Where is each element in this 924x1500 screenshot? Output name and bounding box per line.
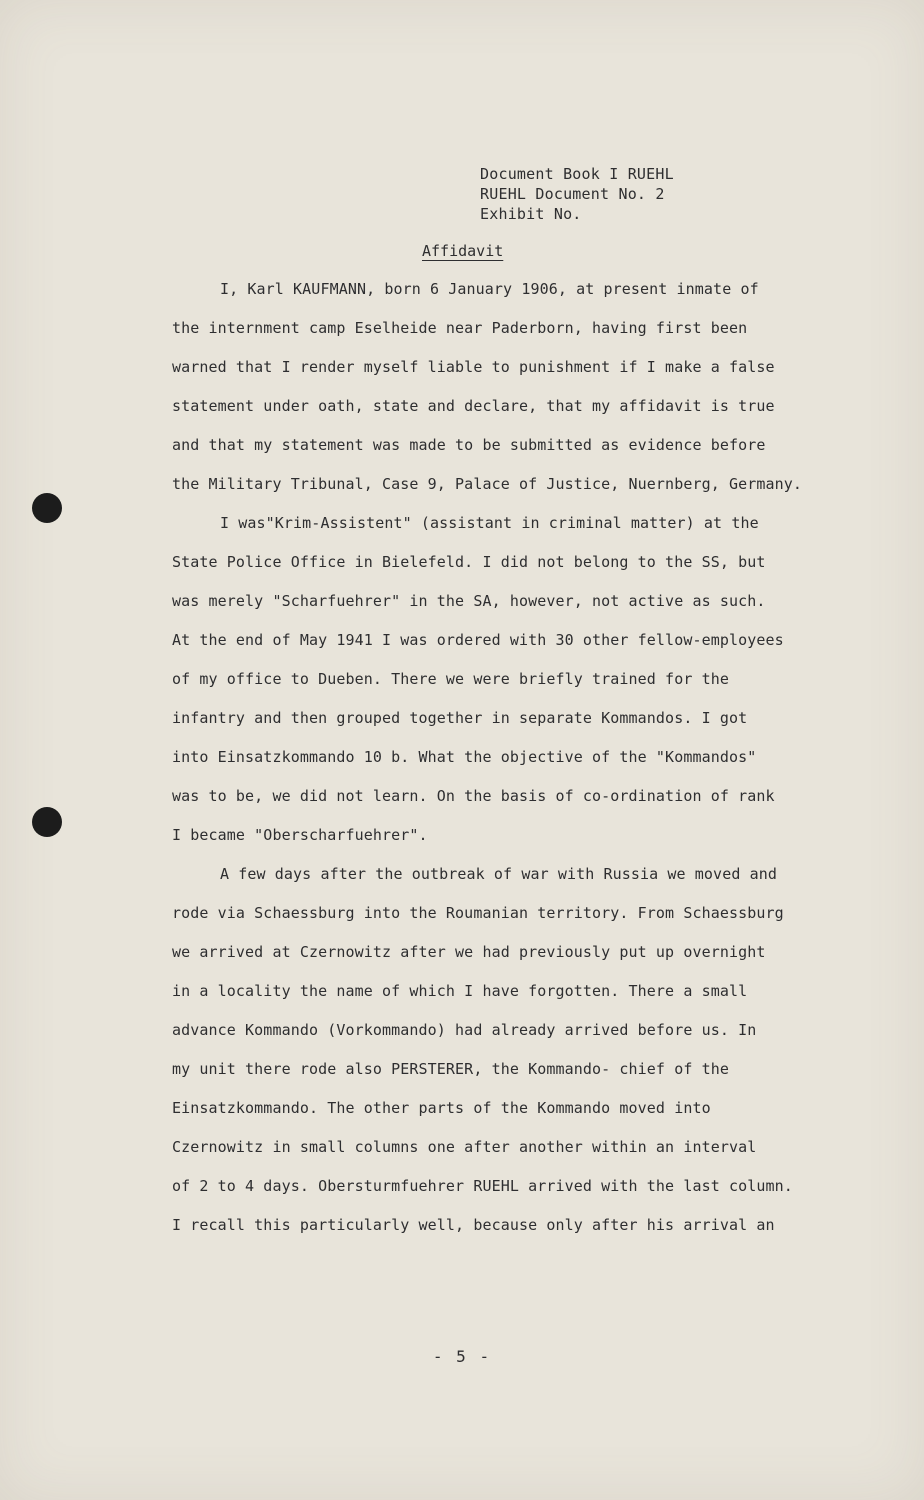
text-line: A few days after the outbreak of war with Russia we moved and (220, 865, 777, 883)
text-line: the internment camp Eselheide near Paderborn, having first been (172, 319, 748, 337)
text-line: was to be, we did not learn. On the basis of co-ordination of rank (172, 787, 775, 805)
text-line: was merely "Scharfuehrer" in the SA, however, not active as such. (172, 592, 766, 610)
text-line: I was"Krim-Assistent" (assistant in criminal matter) at the (220, 514, 759, 532)
text-line: Czernowitz in small columns one after another within an interval (172, 1138, 757, 1156)
text-line: I became "Oberscharfuehrer". (172, 826, 428, 844)
affidavit-title: Affidavit (422, 242, 504, 260)
text-line: advance Kommando (Vorkommando) had already arrived before us. In (172, 1021, 757, 1039)
affidavit-body (172, 279, 862, 1254)
text-line: Einsatzkommando. The other parts of the Kommando moved into (172, 1099, 711, 1117)
text-line: warned that I render myself liable to punishment if I make a false (172, 358, 775, 376)
punch-hole-top (32, 493, 62, 523)
document-header (480, 164, 674, 224)
text-line: I recall this particularly well, because only after his arrival an (172, 1216, 775, 1234)
punch-hole-bottom (32, 807, 62, 837)
text-line: of my office to Dueben. There we were briefly trained for the (172, 670, 729, 688)
text-line: At the end of May 1941 I was ordered with 30 other fellow-employees (172, 631, 784, 649)
text-line: I, Karl KAUFMANN, born 6 January 1906, at present inmate of (220, 280, 759, 298)
text-line: the Military Tribunal, Case 9, Palace of Justice, Nuernberg, Germany. (172, 475, 803, 493)
text-line: State Police Office in Bielefeld. I did not belong to the SS, but (172, 553, 766, 571)
text-line: statement under oath, state and declare, that my affidavit is true (172, 397, 775, 415)
header-exhibit-number: Exhibit No. (480, 205, 582, 223)
text-line: into Einsatzkommando 10 b. What the objective of the "Kommandos" (172, 748, 757, 766)
header-document-number: RUEHL Document No. 2 (480, 185, 665, 203)
text-line: rode via Schaessburg into the Roumanian territory. From Schaessburg (172, 904, 784, 922)
text-line: in a locality the name of which I have forgotten. There a small (172, 982, 748, 1000)
text-line: of 2 to 4 days. Obersturmfuehrer RUEHL arrived with the last column. (172, 1177, 793, 1195)
text-line: and that my statement was made to be submitted as evidence before (172, 436, 766, 454)
text-line: my unit there rode also PERSTERER, the Kommando- chief of the (172, 1060, 729, 1078)
header-document-book: Document Book I RUEHL (480, 165, 674, 183)
text-line: infantry and then grouped together in separate Kommandos. I got (172, 709, 748, 727)
text-line: we arrived at Czernowitz after we had previously put up overnight (172, 943, 766, 961)
page-number: - 5 - (432, 1347, 492, 1366)
